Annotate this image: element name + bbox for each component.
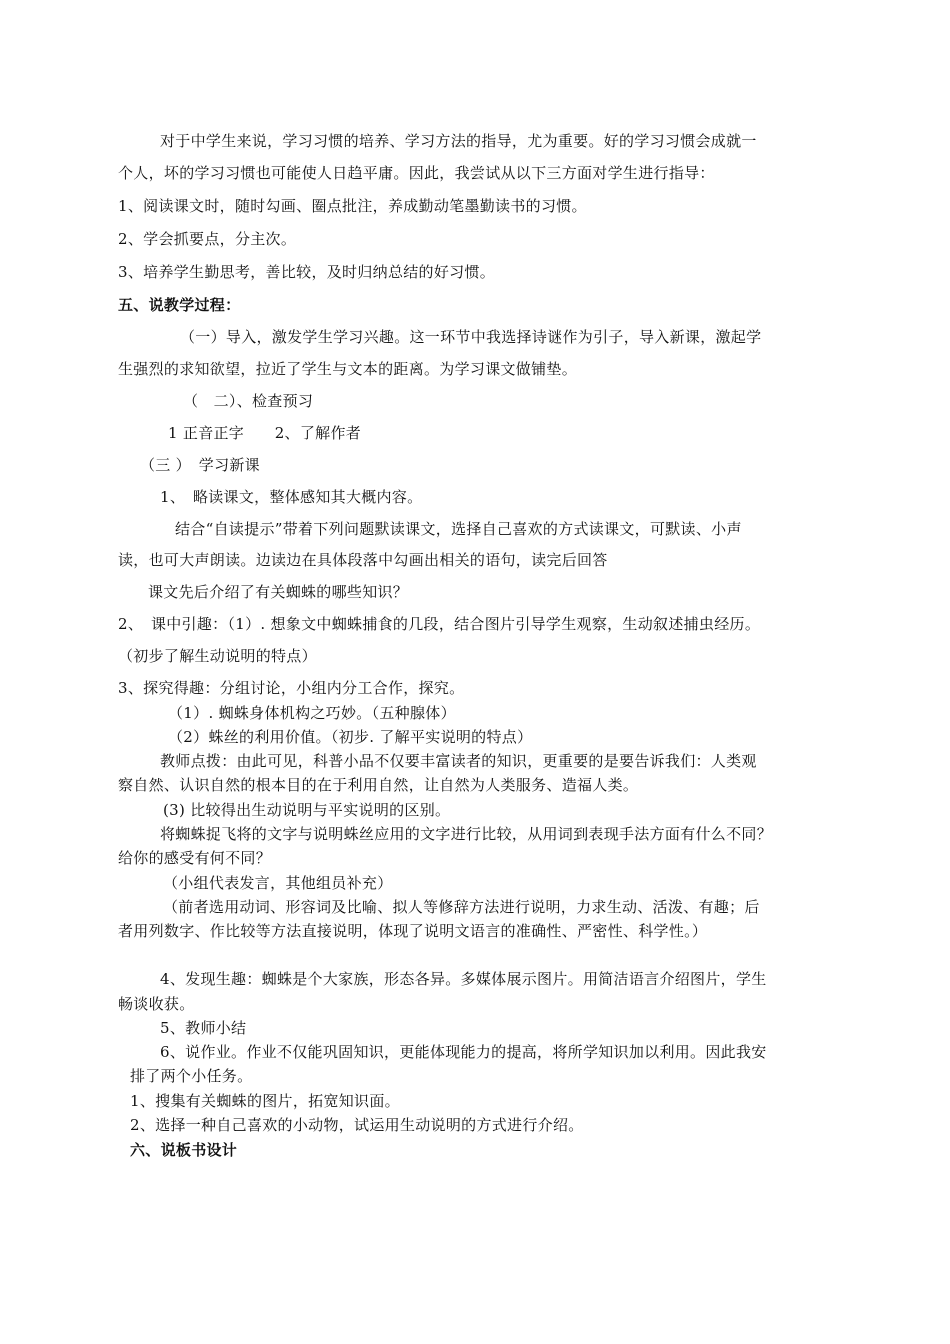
paragraph-line: 1 正音正字 2、了解作者 [168, 424, 362, 442]
list-item: （2）蛛丝的利用价值。（初步. 了解平实说明的特点） [168, 728, 533, 746]
paragraph-line: （一）导入，激发学生学习兴趣。这一环节中我选择诗谜作为引子，导入新课，激起学 [180, 328, 762, 346]
paragraph-line: 4、发现生趣：蜘蛛是个大家族，形态各异。多媒体展示图片。用简洁语言介绍图片，学生 [160, 970, 767, 988]
subsection-heading: （ 二）、检查预习 [183, 392, 314, 410]
paragraph-line: （小组代表发言，其他组员补充） [163, 874, 393, 892]
section-heading: 六、说板书设计 [130, 1141, 238, 1159]
paragraph-line: 排了两个小任务。 [130, 1067, 253, 1085]
list-item: 3、培养学生勤思考，善比较，及时归纳总结的好习惯。 [118, 263, 496, 281]
list-item: 1、 略读课文，整体感知其大概内容。 [160, 488, 423, 506]
paragraph-line: 教师点拨：由此可见，科普小品不仅要丰富读者的知识，更重要的是要告诉我们：人类观 [160, 752, 757, 770]
paragraph-line: （前者选用动词、形容词及比喻、拟人等修辞方法进行说明，力求生动、活泼、有趣；后 [163, 898, 760, 916]
list-item: 5、教师小结 [160, 1019, 247, 1037]
paragraph-line: （初步了解生动说明的特点） [118, 647, 317, 665]
paragraph-line: 结合“自读提示”带着下列问题默读课文，选择自己喜欢的方式读课文，可默读、小声 [175, 520, 742, 538]
list-item: 3、探究得趣：分组讨论，小组内分工合作，探究。 [118, 679, 465, 697]
list-item: 1、搜集有关蜘蛛的图片，拓宽知识面。 [130, 1092, 400, 1110]
section-heading: 五、说教学过程： [118, 296, 241, 314]
paragraph-line: 对于中学生来说，学习习惯的培养、学习方法的指导，尤为重要。好的学习习惯会成就一 [160, 132, 757, 150]
paragraph-line: 畅谈收获。 [118, 995, 195, 1013]
paragraph-line: 生强烈的求知欲望，拉近了学生与文本的距离。为学习课文做铺垫。 [118, 360, 578, 378]
list-item: 1、阅读课文时，随时勾画、圈点批注，养成勤动笔墨勤读书的习惯。 [118, 197, 587, 215]
list-item: (3) 比较得出生动说明与平实说明的区别。 [163, 801, 451, 819]
list-item: （1）. 蜘蛛身体机构之巧妙。（五种腺体） [168, 704, 456, 722]
paragraph-line: 者用列数字、作比较等方法直接说明，体现了说明文语言的准确性、严密性、科学性。） [118, 922, 708, 940]
paragraph-line: 将蜘蛛捉飞将的文字与说明蛛丝应用的文字进行比较，从用词到表现手法方面有什么不同？ [160, 825, 773, 843]
paragraph-line: 6、说作业。作业不仅能巩固知识，更能体现能力的提高，将所学知识加以利用。因此我安 [160, 1043, 767, 1061]
paragraph-line: 个人，坏的学习习惯也可能使人日趋平庸。因此，我尝试从以下三方面对学生进行指导： [118, 164, 715, 182]
subsection-heading: （三 ） 学习新课 [140, 456, 260, 474]
list-item: 2、 课中引趣：（1）. 想象文中蜘蛛捕食的几段，结合图片引导学生观察，生动叙述捕虫经历。 [118, 615, 761, 633]
list-item: 2、选择一种自己喜欢的小动物，试运用生动说明的方式进行介绍。 [130, 1116, 584, 1134]
paragraph-line: 课文先后介绍了有关蜘蛛的哪些知识？ [148, 583, 409, 601]
paragraph-line: 读，也可大声朗读。边读边在具体段落中勾画出相关的语句，读完后回答 [118, 551, 608, 569]
paragraph-line: 给你的感受有何不同？ [118, 849, 272, 867]
paragraph-line: 察自然、认识自然的根本目的在于利用自然，让自然为人类服务、造福人类。 [118, 776, 639, 794]
list-item: 2、学会抓要点，分主次。 [118, 230, 297, 248]
